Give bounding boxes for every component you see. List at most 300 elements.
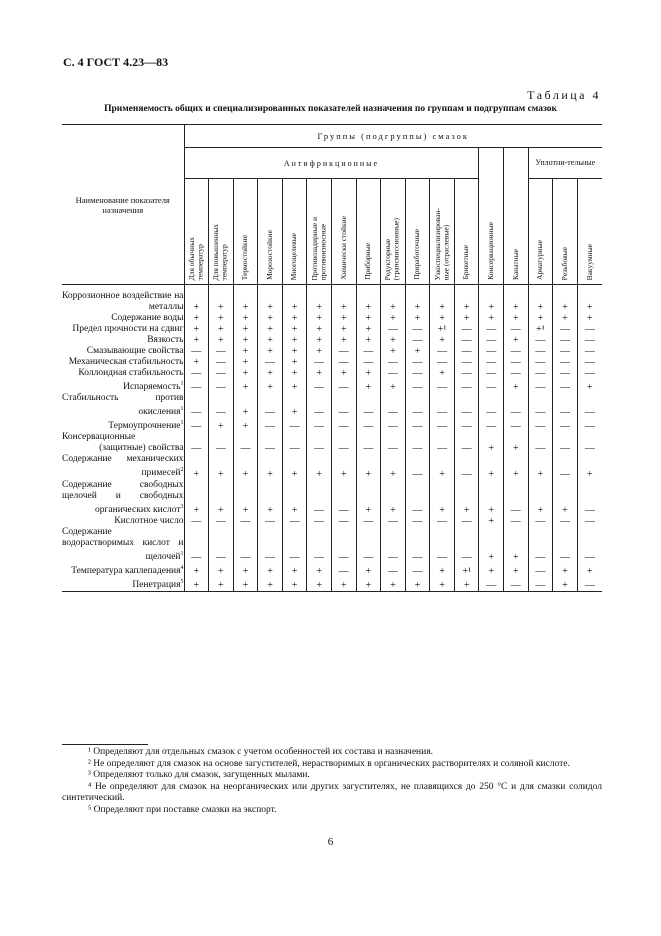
- applicability-mark: —: [405, 563, 430, 577]
- footnote: ² Не определяют для смазок на основе загустителей, нерастворимых в органических растворителях и соляной кислоте.: [88, 758, 570, 769]
- applicability-mark: +: [356, 285, 381, 314]
- applicability-mark: +: [258, 335, 283, 346]
- applicability-mark: —: [454, 346, 479, 357]
- applicability-mark: —: [528, 527, 553, 563]
- applicability-mark: +: [282, 324, 307, 335]
- applicability-mark: +: [258, 324, 283, 335]
- applicability-mark: +: [331, 454, 356, 479]
- applicability-mark: +: [331, 313, 356, 324]
- applicability-mark: —: [528, 563, 553, 577]
- applicability-mark: —: [528, 335, 553, 346]
- indicator-name: Температура каплепадения$^4$: [71, 564, 184, 577]
- column-header: Термостойкие: [233, 179, 258, 285]
- applicability-mark: +: [233, 313, 258, 324]
- applicability-mark: +: [356, 335, 381, 346]
- applicability-mark: —: [504, 393, 529, 418]
- applicability-mark: —: [184, 346, 209, 357]
- applicability-mark: —: [233, 432, 258, 454]
- applicability-mark: +: [331, 335, 356, 346]
- page-number: 6: [327, 836, 334, 848]
- applicability-mark: —: [430, 393, 455, 418]
- column-header: Арматурные: [528, 179, 553, 285]
- applicability-mark: +: [504, 563, 529, 577]
- applicability-mark: +: [282, 357, 307, 368]
- footnote: ⁴ Не определяют для смазок на неорганических или других загустителях, не плавящихся до 250 °С и для смазки солидол синтетический.: [62, 781, 602, 803]
- applicability-mark: +: [282, 379, 307, 393]
- table-row: [62, 432, 602, 454]
- applicability-mark: —: [479, 368, 504, 379]
- applicability-mark: —: [184, 432, 209, 454]
- applicability-mark: —: [233, 527, 258, 563]
- applicability-mark: +: [381, 335, 406, 346]
- applicability-mark: —: [553, 368, 578, 379]
- indicator-name: Стабильность против окисления$^1$: [62, 393, 184, 418]
- applicability-mark: —: [282, 527, 307, 563]
- applicability-mark: +: [356, 324, 381, 335]
- applicability-mark: +: [430, 285, 455, 314]
- indicator-name: Пенетрация$^5$: [62, 577, 184, 592]
- applicability-mark: +: [307, 285, 332, 314]
- indicator-name: Кислотное число: [114, 515, 184, 526]
- column-header: Консервационные: [479, 148, 504, 285]
- applicability-mark: +: [258, 454, 283, 479]
- applicability-mark: —: [553, 432, 578, 454]
- applicability-mark: —: [331, 563, 356, 577]
- applicability-mark: —: [577, 357, 602, 368]
- applicability-mark: +: [356, 313, 381, 324]
- applicability-mark: +: [577, 313, 602, 324]
- applicability-mark: +: [553, 577, 578, 592]
- applicability-mark: +: [184, 357, 209, 368]
- applicability-mark: +: [184, 454, 209, 479]
- indicator-name: Механическая стабильность: [68, 357, 184, 367]
- table-title: Применяемость общих и специализированных показателей назначения по группам и подгруппам смазок: [104, 104, 557, 114]
- applicability-mark: —: [528, 346, 553, 357]
- column-header: Вакуумные: [577, 179, 602, 285]
- applicability-mark: —: [504, 368, 529, 379]
- applicability-mark: +: [454, 577, 479, 592]
- applicability-mark: +: [356, 368, 381, 379]
- applicability-mark: +: [504, 454, 529, 479]
- applicability-mark: +: [479, 454, 504, 479]
- column-header: Многоцелевые: [282, 179, 307, 285]
- applicability-mark: +: [209, 577, 234, 592]
- applicability-mark: +: [258, 346, 283, 357]
- column-header: Для повышенных температур: [209, 179, 234, 285]
- applicability-mark: +: [430, 335, 455, 346]
- page-header: С. 4 ГОСТ 4.23—83: [63, 55, 169, 69]
- applicability-mark: +: [258, 368, 283, 379]
- applicability-mark: +: [209, 480, 234, 516]
- footnote: ³ Определяют только для смазок, загущенных мылами.: [88, 770, 310, 780]
- table-row: [62, 418, 602, 432]
- applicability-mark: —: [331, 527, 356, 563]
- applicability-mark: +: [184, 563, 209, 577]
- applicability-mark: +: [356, 379, 381, 393]
- applicability-mark: —: [331, 357, 356, 368]
- applicability-mark: —: [479, 357, 504, 368]
- applicability-mark: —: [184, 393, 209, 418]
- applicability-mark: —: [430, 357, 455, 368]
- applicability-mark: +: [233, 454, 258, 479]
- applicability-mark: —: [331, 346, 356, 357]
- indicator-name: Испаряемость$^1$: [123, 381, 184, 393]
- applicability-mark: —: [258, 357, 283, 368]
- applicability-mark: —: [430, 432, 455, 454]
- applicability-mark: —: [504, 577, 529, 592]
- applicability-mark: —: [553, 454, 578, 479]
- applicability-mark: —: [553, 346, 578, 357]
- applicability-mark: —: [405, 379, 430, 393]
- applicability-mark: +: [331, 577, 356, 592]
- applicability-mark: +: [528, 313, 553, 324]
- antifriction-header: Антифрикционные: [184, 148, 479, 179]
- applicability-mark: +: [307, 577, 332, 592]
- applicability-mark: +: [430, 313, 455, 324]
- applicability-mark: —: [577, 335, 602, 346]
- applicability-mark: —: [454, 324, 479, 335]
- applicability-mark: +: [233, 563, 258, 577]
- table-row: [62, 563, 602, 577]
- applicability-mark: +: [479, 527, 504, 563]
- applicability-mark: +: [209, 335, 234, 346]
- applicability-mark: —: [430, 346, 455, 357]
- applicability-mark: —: [356, 516, 381, 527]
- applicability-mark: —: [307, 418, 332, 432]
- applicability-mark: +: [307, 313, 332, 324]
- applicability-mark: +: [553, 563, 578, 577]
- applicability-mark: +: [209, 285, 234, 314]
- applicability-mark: —: [331, 393, 356, 418]
- applicability-mark: +: [577, 563, 602, 577]
- column-header: Резьбовые: [553, 179, 578, 285]
- applicability-mark: —: [528, 357, 553, 368]
- applicability-mark: —: [258, 393, 283, 418]
- applicability-mark: +: [209, 418, 234, 432]
- applicability-mark: —: [258, 516, 283, 527]
- applicability-mark: +: [381, 285, 406, 314]
- applicability-mark: +: [258, 577, 283, 592]
- applicability-mark: —: [454, 454, 479, 479]
- applicability-mark: —: [258, 432, 283, 454]
- applicability-mark: +: [331, 324, 356, 335]
- applicability-mark: +: [504, 313, 529, 324]
- applicability-mark: —: [307, 357, 332, 368]
- applicability-mark: —: [528, 577, 553, 592]
- applicability-mark: —: [405, 393, 430, 418]
- column-header: Приборные: [356, 179, 381, 285]
- table-row: [62, 577, 602, 592]
- applicability-mark: +: [184, 285, 209, 314]
- applicability-mark: +: [454, 480, 479, 516]
- table-row: [62, 368, 602, 379]
- applicability-mark: —: [479, 577, 504, 592]
- applicability-mark: —: [405, 335, 430, 346]
- applicability-mark: +¹: [430, 324, 455, 335]
- applicability-mark: —: [454, 393, 479, 418]
- applicability-mark: —: [577, 577, 602, 592]
- applicability-mark: +¹: [454, 563, 479, 577]
- applicability-mark: —: [479, 324, 504, 335]
- applicability-mark: +: [479, 432, 504, 454]
- applicability-mark: +: [430, 454, 455, 479]
- applicability-table: [62, 124, 602, 592]
- applicability-mark: +: [282, 577, 307, 592]
- applicability-mark: —: [479, 335, 504, 346]
- applicability-mark: +: [430, 563, 455, 577]
- applicability-mark: +: [430, 368, 455, 379]
- applicability-mark: +: [381, 346, 406, 357]
- applicability-mark: +: [331, 368, 356, 379]
- applicability-mark: —: [553, 393, 578, 418]
- applicability-mark: —: [209, 527, 234, 563]
- applicability-mark: —: [209, 516, 234, 527]
- name-column-header: Наименование показателя назначения: [62, 125, 184, 285]
- column-header: Канатные: [504, 148, 529, 285]
- applicability-mark: —: [504, 357, 529, 368]
- applicability-mark: —: [577, 368, 602, 379]
- applicability-mark: —: [307, 379, 332, 393]
- applicability-mark: —: [504, 516, 529, 527]
- applicability-mark: +: [282, 285, 307, 314]
- applicability-mark: +: [504, 379, 529, 393]
- applicability-mark: —: [577, 480, 602, 516]
- applicability-mark: +: [356, 563, 381, 577]
- applicability-mark: —: [381, 324, 406, 335]
- applicability-mark: +: [553, 313, 578, 324]
- applicability-mark: +: [184, 335, 209, 346]
- applicability-mark: —: [454, 418, 479, 432]
- applicability-mark: +: [233, 335, 258, 346]
- applicability-mark: +: [430, 480, 455, 516]
- column-header: Приработочные: [405, 179, 430, 285]
- applicability-mark: —: [381, 563, 406, 577]
- applicability-mark: —: [209, 368, 234, 379]
- applicability-mark: +: [307, 368, 332, 379]
- column-header: Для обычных температур: [184, 179, 209, 285]
- applicability-mark: —: [528, 516, 553, 527]
- table-row: [62, 393, 602, 418]
- applicability-mark: +: [356, 577, 381, 592]
- applicability-mark: —: [454, 368, 479, 379]
- applicability-mark: —: [528, 393, 553, 418]
- table-row: [62, 335, 602, 346]
- applicability-mark: —: [307, 516, 332, 527]
- applicability-mark: +: [233, 324, 258, 335]
- applicability-mark: +: [405, 285, 430, 314]
- groups-header: Группы (подгруппы) смазок: [184, 125, 602, 148]
- applicability-mark: +: [282, 335, 307, 346]
- applicability-mark: —: [553, 335, 578, 346]
- applicability-mark: —: [282, 516, 307, 527]
- applicability-mark: —: [405, 418, 430, 432]
- applicability-mark: —: [307, 480, 332, 516]
- applicability-mark: —: [479, 379, 504, 393]
- indicator-name: Содержание водорастворимых кислот и щелочей$^1$: [62, 526, 184, 562]
- applicability-mark: —: [405, 368, 430, 379]
- applicability-mark: —: [504, 346, 529, 357]
- applicability-mark: —: [454, 335, 479, 346]
- table-row: [62, 527, 602, 563]
- applicability-mark: —: [479, 393, 504, 418]
- footnote: ¹ Определяют для отдельных смазок с учетом особенностей их состава и назначения.: [88, 747, 433, 757]
- applicability-mark: —: [479, 346, 504, 357]
- applicability-mark: +: [381, 379, 406, 393]
- applicability-mark: +: [331, 285, 356, 314]
- applicability-mark: —: [209, 432, 234, 454]
- indicator-name: Смазывающие свойства: [86, 346, 184, 356]
- indicator-name: Содержание свободных щелочей и свободных органических кислот$^3$: [62, 479, 184, 515]
- indicator-name: Вязкость: [147, 335, 184, 345]
- applicability-mark: +: [577, 454, 602, 479]
- applicability-mark: —: [405, 432, 430, 454]
- indicator-name: Консервационные (защитные) свойства: [62, 432, 184, 454]
- applicability-mark: +: [577, 379, 602, 393]
- applicability-mark: +: [258, 563, 283, 577]
- applicability-mark: +: [184, 324, 209, 335]
- applicability-mark: —: [405, 324, 430, 335]
- applicability-mark: +: [209, 324, 234, 335]
- applicability-mark: +: [209, 454, 234, 479]
- column-header: Морозостойкие: [258, 179, 283, 285]
- applicability-mark: —: [381, 432, 406, 454]
- applicability-mark: —: [184, 516, 209, 527]
- applicability-mark: —: [381, 357, 406, 368]
- applicability-mark: +: [405, 346, 430, 357]
- table-row: [62, 285, 602, 314]
- applicability-mark: —: [479, 418, 504, 432]
- applicability-mark: —: [577, 516, 602, 527]
- applicability-mark: —: [307, 432, 332, 454]
- applicability-mark: —: [430, 516, 455, 527]
- table-row: [62, 357, 602, 368]
- footnote-rule: [62, 744, 148, 745]
- applicability-mark: —: [356, 527, 381, 563]
- applicability-mark: +: [479, 313, 504, 324]
- applicability-mark: +: [258, 379, 283, 393]
- applicability-mark: +: [504, 527, 529, 563]
- footnote: ⁵ Определяют при поставке смазки на экспорт.: [88, 804, 277, 815]
- applicability-mark: —: [258, 527, 283, 563]
- applicability-mark: +: [282, 563, 307, 577]
- applicability-mark: +: [282, 346, 307, 357]
- applicability-mark: +: [282, 313, 307, 324]
- applicability-mark: —: [405, 516, 430, 527]
- applicability-mark: —: [356, 357, 381, 368]
- applicability-mark: +: [381, 480, 406, 516]
- applicability-mark: —: [430, 418, 455, 432]
- applicability-mark: —: [454, 527, 479, 563]
- applicability-mark: —: [405, 454, 430, 479]
- applicability-mark: +: [258, 285, 283, 314]
- applicability-mark: +¹: [528, 324, 553, 335]
- applicability-mark: —: [184, 418, 209, 432]
- applicability-mark: +: [258, 480, 283, 516]
- applicability-mark: —: [553, 324, 578, 335]
- applicability-mark: +: [307, 563, 332, 577]
- applicability-mark: —: [331, 379, 356, 393]
- applicability-mark: +: [479, 563, 504, 577]
- applicability-mark: —: [577, 418, 602, 432]
- applicability-mark: —: [553, 527, 578, 563]
- applicability-mark: +: [233, 379, 258, 393]
- applicability-mark: +: [233, 357, 258, 368]
- applicability-mark: —: [282, 432, 307, 454]
- applicability-mark: +: [233, 393, 258, 418]
- applicability-mark: —: [356, 432, 381, 454]
- applicability-mark: +: [405, 313, 430, 324]
- applicability-mark: +: [504, 335, 529, 346]
- applicability-mark: —: [331, 516, 356, 527]
- applicability-mark: —: [577, 527, 602, 563]
- applicability-mark: +: [430, 577, 455, 592]
- applicability-mark: —: [504, 324, 529, 335]
- applicability-mark: —: [528, 432, 553, 454]
- column-header: Редукторные (трансмиссионные): [381, 179, 406, 285]
- applicability-mark: +: [356, 480, 381, 516]
- applicability-mark: —: [577, 393, 602, 418]
- applicability-mark: —: [331, 432, 356, 454]
- applicability-mark: +: [233, 285, 258, 314]
- applicability-mark: +: [479, 480, 504, 516]
- applicability-mark: +: [381, 454, 406, 479]
- indicator-name: Содержание воды: [111, 313, 184, 323]
- applicability-mark: +: [209, 563, 234, 577]
- applicability-mark: —: [184, 527, 209, 563]
- applicability-mark: —: [184, 368, 209, 379]
- applicability-mark: —: [209, 357, 234, 368]
- indicator-name: Термоупрочнение$^1$: [108, 420, 184, 432]
- applicability-mark: —: [528, 368, 553, 379]
- applicability-mark: +: [282, 454, 307, 479]
- applicability-mark: +: [479, 516, 504, 527]
- applicability-mark: +: [381, 577, 406, 592]
- applicability-mark: +: [184, 313, 209, 324]
- applicability-mark: —: [381, 527, 406, 563]
- applicability-mark: —: [577, 324, 602, 335]
- applicability-mark: +: [307, 324, 332, 335]
- applicability-mark: —: [405, 527, 430, 563]
- applicability-mark: —: [405, 480, 430, 516]
- applicability-mark: —: [405, 357, 430, 368]
- applicability-mark: +: [282, 368, 307, 379]
- applicability-mark: —: [282, 418, 307, 432]
- applicability-mark: +: [553, 285, 578, 314]
- applicability-mark: —: [528, 418, 553, 432]
- table-row: [62, 313, 602, 324]
- applicability-mark: —: [331, 418, 356, 432]
- applicability-mark: +: [553, 480, 578, 516]
- table-row: [62, 480, 602, 516]
- applicability-mark: +: [577, 285, 602, 314]
- applicability-mark: —: [454, 432, 479, 454]
- applicability-mark: +: [209, 313, 234, 324]
- applicability-mark: +: [233, 346, 258, 357]
- indicator-name: Предел прочности на сдвиг: [72, 324, 184, 334]
- applicability-mark: —: [381, 393, 406, 418]
- applicability-mark: —: [356, 346, 381, 357]
- applicability-mark: +: [233, 480, 258, 516]
- applicability-mark: —: [553, 418, 578, 432]
- applicability-mark: —: [331, 480, 356, 516]
- table-row: [62, 454, 602, 479]
- applicability-mark: +: [504, 432, 529, 454]
- table-row: [62, 324, 602, 335]
- applicability-mark: —: [454, 379, 479, 393]
- applicability-mark: —: [233, 516, 258, 527]
- applicability-mark: —: [553, 357, 578, 368]
- indicator-name: Коррозионное воздействие на металлы: [62, 291, 184, 312]
